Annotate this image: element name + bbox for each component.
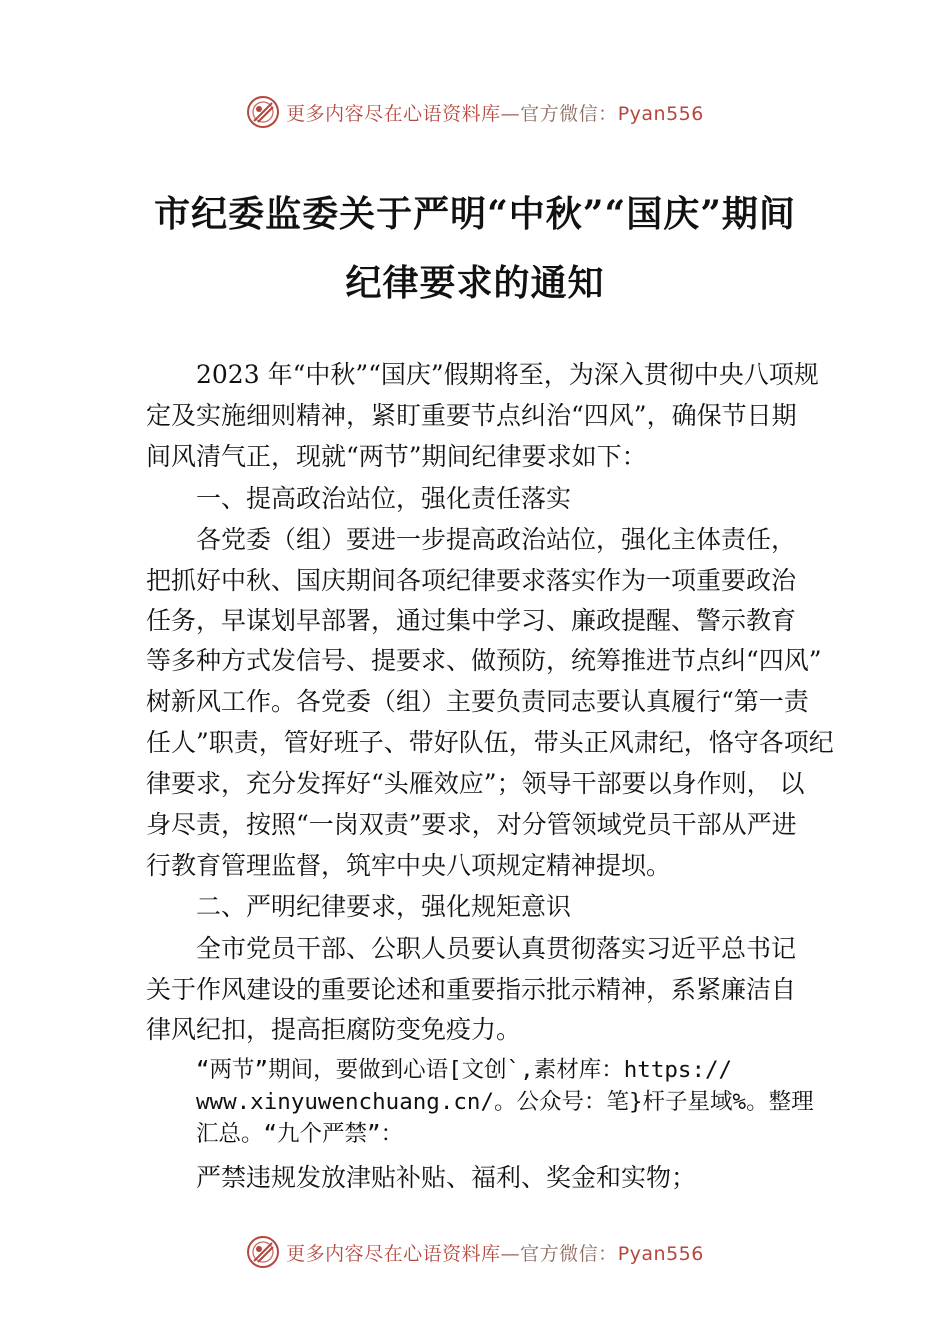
body-line: 间风清气正，现就“两节”期间纪律要求如下：	[146, 442, 647, 471]
body-line: 行教育管理监督，筑牢中央八项规定精神提坝。	[146, 851, 672, 880]
body-line: 把抓好中秋、国庆期间各项纪律要求落实作为一项重要政治	[146, 566, 797, 595]
body-line: 树新风工作。各党委（组）主要负责同志要认真履行“第一责	[146, 687, 809, 716]
document-title-line-2: 纪律要求的通知	[345, 262, 605, 304]
watermark-text	[286, 1239, 704, 1266]
mono-line: “两节”期间，要做到心语[文创`,素材库：https://	[196, 1057, 733, 1083]
body-line: 关于作风建设的重要论述和重要指示批示精神，系紧廉洁自	[146, 975, 797, 1004]
watermark-wechat-id: Pyan556	[617, 102, 704, 125]
body-line: 等多种方式发信号、提要求、做预防，统筹推进节点纠“四风”	[146, 646, 822, 675]
body-line: 身尽责，按照“一岗双责”要求，对分管领域党员干部从严进	[146, 810, 797, 839]
document-title-line-1: 市纪委监委关于严明“中秋”“国庆”期间	[154, 193, 796, 235]
watermark-label: 官方微信：	[520, 102, 618, 125]
body-line: 律风纪扣，提高拒腐防变免疫力。	[146, 1015, 522, 1044]
mono-line: www.xinyuwenchuang.cn/。公众号：笔}杆子星域%。整理	[196, 1089, 814, 1115]
body-line: 律要求，充分发挥好“头雁效应”；领导干部要以身作则， 以	[146, 769, 805, 798]
section-heading-1: 一、提高政治站位，强化责任落实	[196, 484, 572, 513]
watermark-separator: —	[500, 102, 521, 125]
body-line: 2023 年“中秋”“国庆”假期将至，为深入贯彻中央八项规	[196, 360, 819, 389]
watermark-separator: —	[500, 1242, 521, 1265]
brand-logo-icon	[246, 95, 280, 129]
body-line: 各党委（组）要进一步提高政治站位，强化主体责任，	[196, 525, 797, 554]
body-line: 全市党员干部、公职人员要认真贯彻落实习近平总书记	[196, 934, 797, 963]
body-line: 任务，早谋划早部署，通过集中学习、廉政提醒、警示教育	[146, 606, 797, 635]
watermark-label: 官方微信：	[520, 1242, 618, 1265]
watermark-brand: 更多内容尽在心语资料库	[286, 1242, 501, 1265]
body-line: 任人”职责，管好班子、带好队伍，带头正风肃纪，恪守各项纪	[146, 728, 834, 757]
section-heading-2: 二、严明纪律要求，强化规矩意识	[196, 892, 572, 921]
watermark-wechat-id: Pyan556	[617, 1242, 704, 1265]
header-watermark	[0, 92, 950, 132]
watermark-brand: 更多内容尽在心语资料库	[286, 102, 501, 125]
body-line: 定及实施细则精神，紧盯重要节点纠治“四风”，确保节日期	[146, 401, 797, 430]
footer-watermark	[0, 1232, 950, 1272]
mono-line: 汇总。“九个严禁”：	[196, 1121, 404, 1147]
body-line: 严禁违规发放津贴补贴、福利、奖金和实物；	[196, 1163, 697, 1192]
watermark-text	[286, 99, 704, 126]
brand-logo-icon	[246, 1235, 280, 1269]
